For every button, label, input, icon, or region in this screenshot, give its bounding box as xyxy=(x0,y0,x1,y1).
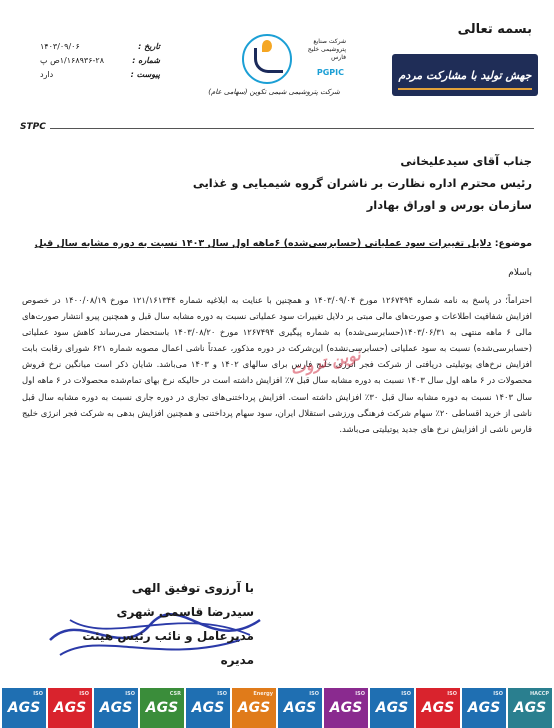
ags-certification-badge xyxy=(462,688,506,728)
bismillah: بسمه تعالی xyxy=(457,22,532,37)
badge-label: AGS xyxy=(283,700,317,716)
subject-line xyxy=(22,238,532,249)
ags-certification-badge xyxy=(370,688,414,728)
body-paragraph: احتراماً؛ در پاسخ به نامه شماره ۱۲۶۷۴۹۴ مورخ ۱۴۰۳/۰۹/۰۴ و همچنین با عنایت به ابلاغیه شماره ۱۲۱/۱۶۱۳۴۴ مورخ ۱۴۰۰/۰۸/۱۹ در خصوص افزایش شفافیت اطلاعات و صورت‌های مالی مبتی بر دلایل تغییرات سود عملیاتی نسبت به دوره مشابه سال قبل و همچنین پیرو انتشار صورت‌های مالی ۶ ماهه منتهی به ۱۴۰۳/۰۶/۳۱(حسابرسی‌شده) به شماره پیگیری ۱۲۶۷۴۹۴ مورخ ۱۴۰۳/۰۸/۲۰ باستحضار می‌رساند کاهش سود عملیاتی (حسابرسی‌شده) نسبت به سود عملیاتی (حسابرسی‌نشده) این‌شرکت در دوره مذکور، عمدتاً ناشی اعمال مصوبه شماره ۶۲۱ شورای رقابت بابت افزایش نرخ‌های یوتیلیتی دریافتی از شرکت فجر انرژی خلیج فارس برای سالهای ۱۴۰۲ و ۱۴۰۳ می‌باشد. شایان ذکر است میانگین نرخ فروش محصولات در ۶ ماهه اول سال ۱۴۰۳ نسبت به دوره مشابه سال قبل ۷٪ افزایش داشته است در حالیکه نرخ بهای تمام‌شده محصولات در ۶ ماهه اول سال ۱۴۰۳ نسبت به دوره مشابه سال قبل ۳۰٪ افزایش داشته است. افزایش پرداختنی‌های تجاری در دوره جاری نسبت به دوره مشابه سال قبل ناشی از خرید اقساطی ۲۰٪ سهام شرکت فرهنگی ورزشی استقلال ایران، سود سهام پرداختنی و همچنین افزایش بدهی به شرکت فجر انرژی خلیج فارس ناشی از افزایش نرخ های جدید یوتیلیتی می‌باشد. xyxy=(22,295,533,434)
recipient-organization: سازمان بورس و اوراق بهادار xyxy=(366,198,532,212)
badge-label: AGS xyxy=(421,700,455,716)
badge-tag: HACCP xyxy=(529,691,549,697)
ags-certification-badge xyxy=(324,688,368,728)
number-label: شماره : xyxy=(132,56,160,65)
badge-label: AGS xyxy=(513,700,547,716)
company-stamp: نوین تروت xyxy=(288,344,363,379)
subject-text: دلایل تغییرات سود عملیاتی (حسابرسی‌شده) ۶ماهه اول سال ۱۴۰۳ نسبت به دوره مشابه سال قبل xyxy=(34,238,492,249)
badge-label: AGS xyxy=(53,700,87,716)
company-logo xyxy=(196,28,346,108)
signature-block xyxy=(54,576,254,672)
recipient-block xyxy=(22,150,532,216)
ags-certification-badge xyxy=(48,688,92,728)
date-label: تاریخ : xyxy=(138,42,160,51)
signatory-name: سیدرضا قاسمی شهری xyxy=(116,605,254,619)
badge-label: AGS xyxy=(145,700,179,716)
ags-certification-badge xyxy=(416,688,460,728)
badge-tag: ISO xyxy=(125,691,135,697)
closing-phrase: با آرزوی توفیق الهی xyxy=(131,581,254,595)
badge-tag: ISO xyxy=(447,691,457,697)
pgpic-logo-icon xyxy=(242,34,292,84)
recipient-name: جناب آقای سیدعلیخانی xyxy=(400,154,532,168)
ags-certification-badge xyxy=(232,688,276,728)
date-value: ۱۴۰۳/۰۹/۰۶ xyxy=(40,42,80,51)
attachment-value: دارد xyxy=(40,70,54,79)
badge-tag: ISO xyxy=(79,691,89,697)
certification-footer xyxy=(0,688,554,728)
attachment-label: پیوست : xyxy=(130,70,160,79)
ags-certification-badge xyxy=(140,688,184,728)
badge-label: AGS xyxy=(7,700,41,716)
greeting: باسلام xyxy=(508,268,532,278)
badge-label: AGS xyxy=(467,700,501,716)
header-divider xyxy=(20,128,534,129)
letter-meta xyxy=(40,40,160,82)
badge-tag: CSR xyxy=(169,691,181,697)
logo-abbreviation: PGPIC xyxy=(316,68,344,77)
divider-code: STPC xyxy=(16,122,50,132)
badge-tag: ISO xyxy=(493,691,503,697)
badge-tag: ISO xyxy=(217,691,227,697)
badge-label: AGS xyxy=(191,700,225,716)
badge-label: AGS xyxy=(329,700,363,716)
ags-certification-badge xyxy=(94,688,138,728)
letter-body xyxy=(22,292,532,437)
ags-certification-badge xyxy=(278,688,322,728)
brand-slogan-logo: جهش تولید با مشارکت مردم xyxy=(392,54,538,96)
badge-tag: Energy xyxy=(253,691,273,697)
recipient-position: رئیس محترم اداره نظارت بر ناشران گروه شیمیایی و غذایی xyxy=(192,176,532,190)
logo-subsidiary-name: شرکت پتروشیمی شیمی تکوین (سهامی عام) xyxy=(208,88,340,96)
ags-certification-badge xyxy=(186,688,230,728)
letterhead xyxy=(0,0,554,112)
badge-tag: ISO xyxy=(401,691,411,697)
ags-certification-badge xyxy=(2,688,46,728)
number-value: ۱/۱۶۸۹۳۶-۲۸ص پ xyxy=(40,56,105,65)
badge-tag: ISO xyxy=(33,691,43,697)
subject-label: موضوع: xyxy=(494,238,532,249)
signatory-title: مدیرعامل و نائب رئیس هیئت مدیره xyxy=(82,629,254,667)
badge-tag: ISO xyxy=(355,691,365,697)
badge-label: AGS xyxy=(375,700,409,716)
logo-company-name: شرکت صنایع پتروشیمی خلیج فارس xyxy=(307,38,346,61)
badge-label: AGS xyxy=(237,700,271,716)
badge-tag: ISO xyxy=(309,691,319,697)
badge-label: AGS xyxy=(99,700,133,716)
ags-certification-badge xyxy=(508,688,552,728)
